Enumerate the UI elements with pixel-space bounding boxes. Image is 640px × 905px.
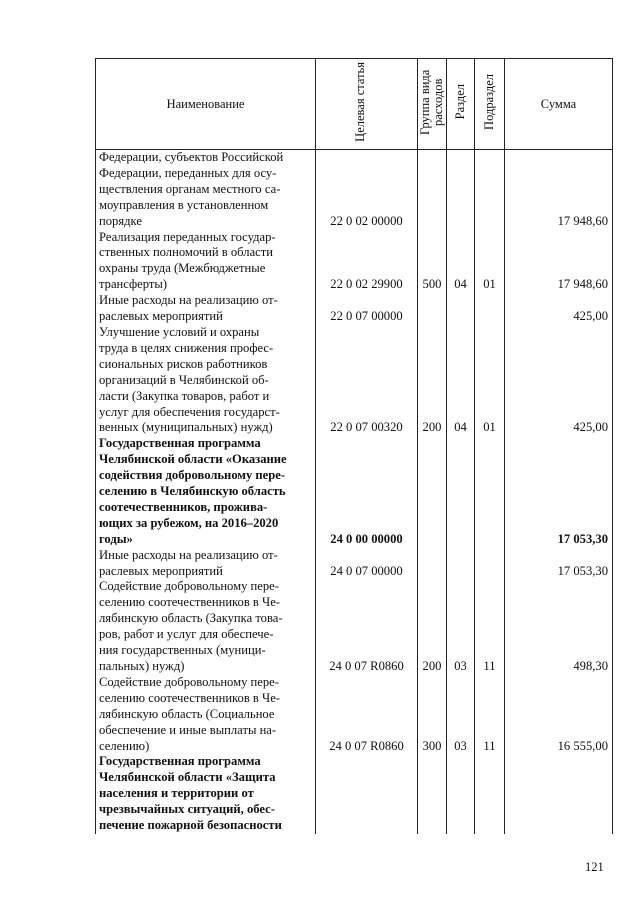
row-sum: 17 053,30 [505, 548, 613, 580]
header-target-article-label: Целевая статья [352, 62, 367, 142]
row-name-line: пальных) нужд) [99, 659, 185, 673]
row-name-line: ющих за рубежом, на 2016–2020 [99, 515, 279, 530]
row-target-article: 24 0 07 R0860 [316, 675, 418, 755]
row-target-article: 22 0 02 00000 [316, 150, 418, 230]
row-expense-group: 200 [418, 579, 447, 674]
row-name-line: сиональных рисков работников [99, 356, 268, 371]
row-subsection: 11 [475, 675, 505, 755]
header-subsection [475, 59, 505, 150]
row-name-line: раслевых мероприятий [99, 309, 223, 324]
row-name [96, 150, 316, 230]
row-sum: 16 555,00 [505, 675, 613, 755]
row-name-line: годы» [99, 531, 133, 546]
table-row [96, 293, 613, 325]
row-name-line: селению соотечественников в Че- [99, 690, 280, 705]
table-row [96, 579, 613, 674]
row-name-line: Содействие добровольному пере- [99, 579, 279, 594]
table-row [96, 230, 613, 294]
row-subsection: 01 [475, 325, 505, 436]
row-name-line: ласти (Закупка товаров, работ и [99, 388, 270, 403]
table-header-row [96, 59, 613, 150]
row-name-line: соотечественников, прожива- [99, 499, 268, 514]
row-name [96, 325, 316, 436]
row-name [96, 675, 316, 755]
row-name-line: порядке [99, 213, 142, 228]
page-number: 121 [585, 860, 604, 874]
row-name-line: ществления органам местного са- [99, 181, 281, 196]
row-name-line: Иные расходы на реализацию от- [99, 293, 278, 308]
row-name-line: моуправления в установленном [99, 197, 269, 212]
row-name-line: чрезвычайных ситуаций, обес- [99, 802, 275, 817]
header-section [447, 59, 475, 150]
row-name-line: Иные расходы на реализацию от- [99, 547, 278, 562]
row-expense-group: 500 [418, 230, 447, 294]
row-section [447, 754, 475, 834]
row-expense-group [418, 293, 447, 325]
row-name-line: организаций в Челябинской об- [99, 372, 269, 387]
row-sum: 17 948,60 [505, 230, 613, 294]
row-subsection [475, 754, 505, 834]
row-name-line: Федерации, переданных для осу- [99, 165, 277, 180]
row-section: 04 [447, 325, 475, 436]
row-section [447, 150, 475, 230]
budget-table [95, 58, 613, 834]
row-target-article: 24 0 07 00000 [316, 548, 418, 580]
row-subsection [475, 436, 505, 547]
row-name-line: ния государственных (муници- [99, 643, 266, 658]
row-sum: 498,30 [505, 579, 613, 674]
row-name-line: Реализация переданных государ- [99, 229, 276, 244]
table-row [96, 675, 613, 755]
row-name [96, 579, 316, 674]
header-sum: Сумма [505, 59, 613, 150]
row-name-line: ров, работ и услуг для обеспече- [99, 627, 274, 642]
row-name-line: услуг для обеспечения государст- [99, 404, 280, 419]
row-name-line: охраны труда (Межбюджетные [99, 261, 266, 276]
row-section [447, 436, 475, 547]
row-name-line: селению) [99, 738, 150, 753]
row-target-article: 24 0 00 00000 [316, 436, 418, 547]
row-name-line: трансферты) [99, 277, 168, 292]
row-name-line: лябинскую область (Социальное [99, 706, 275, 721]
row-subsection: 11 [475, 579, 505, 674]
row-sum: 425,00 [505, 325, 613, 436]
row-section: 03 [447, 675, 475, 755]
header-target-article [316, 59, 418, 150]
row-name-line: ственных полномочий в области [99, 245, 273, 260]
row-expense-group: 200 [418, 325, 447, 436]
row-section: 03 [447, 579, 475, 674]
header-expense-group [418, 59, 447, 150]
row-name-line: селению соотечественников в Че- [99, 595, 280, 610]
row-name [96, 293, 316, 325]
table-row [96, 436, 613, 547]
row-name [96, 230, 316, 294]
row-subsection: 01 [475, 230, 505, 294]
row-section [447, 293, 475, 325]
row-name-line: Содействие добровольному пере- [99, 674, 279, 689]
row-subsection [475, 150, 505, 230]
row-sum: 425,00 [505, 293, 613, 325]
row-name-line: Улучшение условий и охраны [99, 324, 260, 339]
header-section-label: Раздел [453, 84, 467, 120]
row-name-line: раслевых мероприятий [99, 563, 223, 578]
row-name-line: Федерации, субъектов Российской [99, 150, 284, 164]
row-name-line: труда в целях снижения профес- [99, 340, 274, 355]
row-name-line: Челябинской области «Защита [99, 770, 276, 785]
row-name-line: Государственная программа [99, 436, 261, 451]
row-subsection [475, 548, 505, 580]
row-name-line: содействия добровольному пере- [99, 468, 286, 483]
row-expense-group [418, 548, 447, 580]
row-name [96, 754, 316, 834]
row-section: 04 [447, 230, 475, 294]
header-expense-group-label: Группа вида расходов [418, 69, 445, 135]
header-name: Наименование [96, 59, 316, 150]
row-target-article: 22 0 02 29900 [316, 230, 418, 294]
header-subsection-label: Подраздел [482, 74, 496, 130]
row-name-line: населения и территории от [99, 786, 254, 801]
row-name-line: Челябинской области «Оказание [99, 452, 287, 467]
table-row [96, 754, 613, 834]
row-target-article: 24 0 07 R0860 [316, 579, 418, 674]
row-target-article [316, 754, 418, 834]
row-expense-group [418, 436, 447, 547]
table-row [96, 150, 613, 230]
row-sum: 17 948,60 [505, 150, 613, 230]
row-expense-group [418, 754, 447, 834]
row-target-article: 22 0 07 00000 [316, 293, 418, 325]
row-subsection [475, 293, 505, 325]
row-sum [505, 754, 613, 834]
row-name-line: обеспечение и иные выплаты на- [99, 722, 277, 737]
row-name-line: лябинскую область (Закупка това- [99, 611, 283, 626]
row-expense-group [418, 150, 447, 230]
row-section [447, 548, 475, 580]
row-expense-group: 300 [418, 675, 447, 755]
budget-table-sheet [95, 58, 612, 848]
row-target-article: 22 0 07 00320 [316, 325, 418, 436]
table-row [96, 325, 613, 436]
row-name-line: селению в Челябинскую область [99, 484, 286, 499]
row-name [96, 548, 316, 580]
row-name [96, 436, 316, 547]
row-sum: 17 053,30 [505, 436, 613, 547]
table-body [96, 150, 613, 834]
row-name-line: Государственная программа [99, 754, 261, 769]
row-name-line: печение пожарной безопасности [99, 818, 282, 833]
row-name-line: венных (муниципальных) нужд) [99, 420, 273, 435]
table-row [96, 548, 613, 580]
